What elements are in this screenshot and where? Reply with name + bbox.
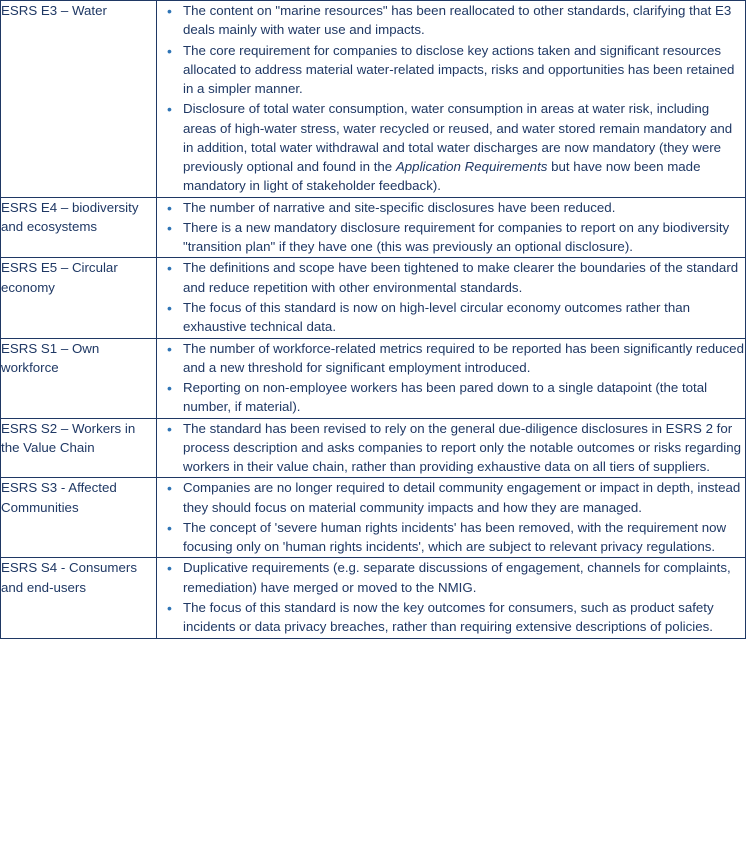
changes-description-cell — [157, 1, 746, 198]
list-item — [157, 258, 745, 297]
body-text: Companies are no longer required to detail community engagement or impact in depth, instead they should focus on material community impacts and how they are managed. — [183, 480, 741, 515]
body-text: Duplicative requirements (e.g. separate discussions of engagement, channels for complaints, remediation) have merged or moved to the NMIG. — [183, 560, 731, 595]
standard-label: ESRS E5 – Circular economy — [1, 260, 118, 295]
bullet-list — [157, 558, 745, 636]
bullet-list — [157, 419, 745, 477]
body-text: but have now been made mandatory in light of stakeholder feedback). — [183, 159, 701, 194]
list-item — [157, 518, 745, 557]
standard-label: ESRS S4 - Consumers and end-users — [1, 560, 137, 595]
standard-name-cell — [1, 338, 157, 418]
changes-description-cell — [157, 338, 746, 418]
body-text: The concept of 'severe human rights incidents' has been removed, with the requirement now focusing only on 'human rights incidents', which are subject to relevant privacy regulations. — [183, 519, 727, 555]
standard-name-cell — [1, 1, 157, 198]
body-text: The core requirement for companies to disclose key actions taken and significant resources allocated to address material water-related impacts, risks and opportunities has been retained in a simpler manner. — [183, 42, 735, 97]
body-text: Reporting on non-employee workers has been pared down to a single datapoint (the total number, if material). — [183, 380, 708, 415]
list-item — [157, 558, 745, 597]
body-text: The number of workforce-related metrics required to be reported has been significantly reduced and a new threshold for significant employment introduced. — [183, 340, 744, 375]
body-text: Disclosure of total water consumption, water consumption in areas at water risk, including areas of high-water stress, water recycled or reused, and water stored remain mandatory and in addition, total water withdrawal and total water discharges are now mandatory (they were previously optional and found in the — [183, 101, 733, 175]
standard-label: ESRS S1 – Own workforce — [1, 340, 100, 375]
list-item — [157, 339, 745, 378]
bullet-list — [157, 198, 745, 257]
list-item — [157, 41, 745, 99]
body-text: The focus of this standard is now the key outcomes for consumers, such as product safety incidents or data privacy breaches, rather than requiring extensive descriptions of policies. — [183, 599, 714, 635]
list-item — [157, 598, 745, 637]
changes-description-cell — [157, 197, 746, 258]
table-row — [1, 478, 746, 558]
standard-label: ESRS E3 – Water — [1, 3, 107, 18]
list-item — [157, 298, 745, 337]
body-text: The focus of this standard is now on high-level circular economy outcomes rather than exhaustive technical data. — [183, 299, 691, 335]
standard-name-cell — [1, 418, 157, 478]
list-item — [157, 478, 745, 517]
list-item — [157, 419, 745, 477]
table-row — [1, 418, 746, 478]
standard-label: ESRS S3 - Affected Communities — [1, 480, 117, 515]
bullet-list — [157, 258, 745, 336]
body-text: The definitions and scope have been tightened to make clearer the boundaries of the standard and reduce repetition with other environmental standards. — [183, 260, 739, 295]
list-item — [157, 1, 745, 40]
table-row — [1, 558, 746, 638]
body-text: The number of narrative and site-specific disclosures have been reduced. — [183, 199, 616, 215]
list-item — [157, 218, 745, 257]
body-text: There is a new mandatory disclosure requirement for companies to report on any biodiversity "transition plan" if they have one (this was previously an optional disclosure). — [183, 219, 730, 255]
bullet-list — [157, 1, 745, 196]
standard-name-cell — [1, 197, 157, 258]
body-text: The standard has been revised to rely on the general due-diligence disclosures in ESRS 2 for process description and asks companies to report only the notable outcomes or risks regarding workers in their value chain, rather than providing exhaustive data on all tiers of suppliers. — [183, 420, 742, 475]
standard-name-cell — [1, 258, 157, 338]
body-text: The content on "marine resources" has been reallocated to other standards, clarifying that E3 deals mainly with water use and impacts. — [183, 3, 732, 38]
table-row — [1, 258, 746, 338]
bullet-list — [157, 339, 745, 417]
standard-label: ESRS E4 – biodiversity and ecosystems — [1, 199, 139, 234]
standard-name-cell — [1, 558, 157, 638]
changes-description-cell — [157, 258, 746, 338]
standard-name-cell — [1, 478, 157, 558]
table-row — [1, 197, 746, 258]
list-item — [157, 198, 745, 217]
list-item — [157, 99, 745, 195]
changes-description-cell — [157, 558, 746, 638]
standard-label: ESRS S2 – Workers in the Value Chain — [1, 420, 136, 455]
bullet-list — [157, 478, 745, 556]
table-body — [1, 1, 746, 639]
table-row — [1, 338, 746, 418]
emphasis-text: Application Requirements — [395, 159, 548, 175]
list-item — [157, 378, 745, 417]
changes-description-cell — [157, 418, 746, 478]
table-row — [1, 1, 746, 198]
changes-description-cell — [157, 478, 746, 558]
